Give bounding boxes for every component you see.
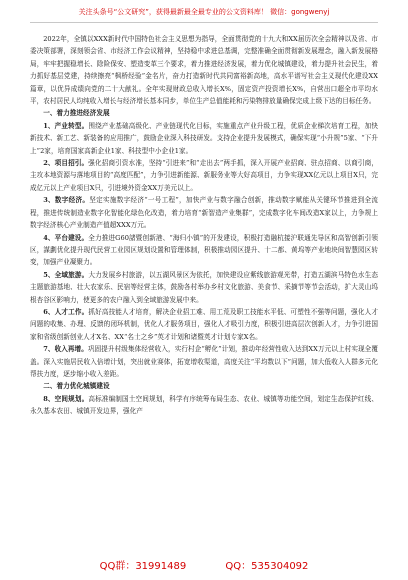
section-heading: 二、着力优化城镇建设: [43, 382, 110, 391]
paragraph: [30, 194, 378, 231]
paragraph: [30, 157, 378, 194]
paragraph: [30, 120, 378, 157]
footer-contact: [0, 557, 408, 572]
qq-text: QQ：535304092: [225, 561, 309, 572]
paragraph-text: 巩固提升村级集体经营收入，实行村企“孵化”计划，推动年经营性收入达到XX万元以上村实现全覆盖。深入实施居民收入倍增计划，突出就业赛体，拓宽增收渠道，高度关注“平均数以下”问题，加大低收入人群多元化帮扶力度，逐步缩小收入差距。: [30, 345, 378, 378]
paragraph-lead: 4、平台建设。: [43, 233, 89, 242]
header-divider: [30, 22, 378, 23]
intro-paragraph: 2022年，全镇以XXX新时代中国特色社会主义思想为指导，全面贯彻党的十九大和XX届历次全会精神以及省、市委决策部署，深刻领会省、市经济工作会议精神，坚持稳中求进总基调，完整准确全面贯彻新发展理念，融入新发展格局，牢牢把握稳增长、除险保安、塑造变革三个要求，着力推进经济发展，着力优化城镇建设，着力提升社会民生，着力抓好基层党建，持续擦亮“枫桥经验”金名片，奋力打造新时代共同富裕新高地，高水平谱写社会主义现代化建设XX篇章，以优异成绩向党的二十大献礼。全年实现财政总收入增长X%，固定资产投资增长X%，自营出口超全市平均水平，农村居民人均纯收入增长与经济增长基本同步，单位生产总值能耗和污染物排放量确保完成上级下达的目标任务。: [30, 35, 378, 106]
paragraph-lead: 5、全域旅游。: [43, 270, 89, 279]
qq-group-text: QQ群：31991489: [99, 561, 187, 572]
paragraph-lead: 1、产业转型。: [43, 121, 89, 130]
paragraph-lead: 3、数字经济。: [43, 196, 90, 205]
section-heading: 一、着力推进经济发展: [43, 109, 110, 118]
paragraph: [30, 269, 378, 306]
document-body: [30, 33, 378, 418]
paragraph-lead: 8、空间规划。: [43, 394, 89, 403]
paragraph-text: 坚定实施数字经济“一号工程”，加快产业与数字融合创新，推动数字赋能从关键环节推进到全流程，推进传统制造业数字化智能化绿色化改造，着力培育“新智造产业集群”，完成数字化车间改造X家以上，力争规上数字经济核心产业制造产值超XXX万元。: [30, 196, 378, 230]
paragraph-text: 高标准编制国土空间规划，科学有序统筹布局生态、农业、城镇等功能空间，划定生态保护红线、永久基本农田、城镇开发边界，强化产: [30, 394, 378, 416]
paragraph: [30, 232, 378, 269]
paragraph-lead: 2、项目招引。: [43, 159, 89, 168]
paragraph-lead: 6、人才工作。: [43, 307, 89, 316]
paragraph-text: 围绕产业基础高级化、产业链现代化目标，实施重点产业升级工程，优质企业梯次培育工程，加快新技术、新工艺、新装备的应用推广，鼓励企业深入科技研发。支持企业提升发展模式，确保实现“小升规”5家、“下升上”2家，培育国家高新企业1家、科技型中小企业1家。: [30, 121, 378, 155]
paragraph-text: 强化招商引资水准，坚持“引进来”和“走出去”两手抓，深入开展产业招商、驻点招商、以商引商，主攻本地资源与落地项目的“高度匹配”，力争引进新能源、新服务业等大好高项目，力争实现XX亿元以上项目X只，完成亿元以上产业项目X只，引进境外资金XX万美元以上。: [30, 159, 378, 192]
paragraph-text: 大力发展乡村旅游，以五湖风景区为依托，加快建设应紫线旅游观光带，打造五湖滨马特色水生态主题旅游基地、壮大农家乐、民宿等经营主体，鼓励各村举办乡村文化旅游、美食节、采摘节等节会活动，扩大灵山坞根杏谷区影响力，使更多的农户融入到全域旅游发展中来。: [30, 270, 378, 304]
paragraph-lead: 7、收入再增。: [43, 345, 88, 354]
header-banner: 关注头条号“公文研究”，获得最新最全最专业的公文资料库！ 微信：gongwenyj: [78, 8, 330, 16]
paragraph: [30, 306, 378, 343]
paragraph: [30, 393, 378, 418]
paragraph: [30, 343, 378, 380]
paragraph-text: 抓好高技能人才培育，解决企业招工难、用工荒及职工技能水平低、可塑性不强等问题，强化人才问题的收集、办理、反馈的闭环机制，优化人才服务项目，强化人才吸引力度，积极引进高层次创新人才，力争引进国家和省级创新创业人才X名、XX“名士之乡”英才计划和诸暨英才计划专家X名。: [30, 307, 378, 341]
paragraph-text: 全力推进G60諸暨创新港、“海归小镇”的开发建设，积极打造融杭接沪联通先导区和高智创新引领区，謀劃优化提升现代民营工业园区规划设置和管理体制，积极推动园区提升、十二都、黄坞等产业地块间智慧园区转变，加强产业凝聚力。: [30, 233, 378, 267]
